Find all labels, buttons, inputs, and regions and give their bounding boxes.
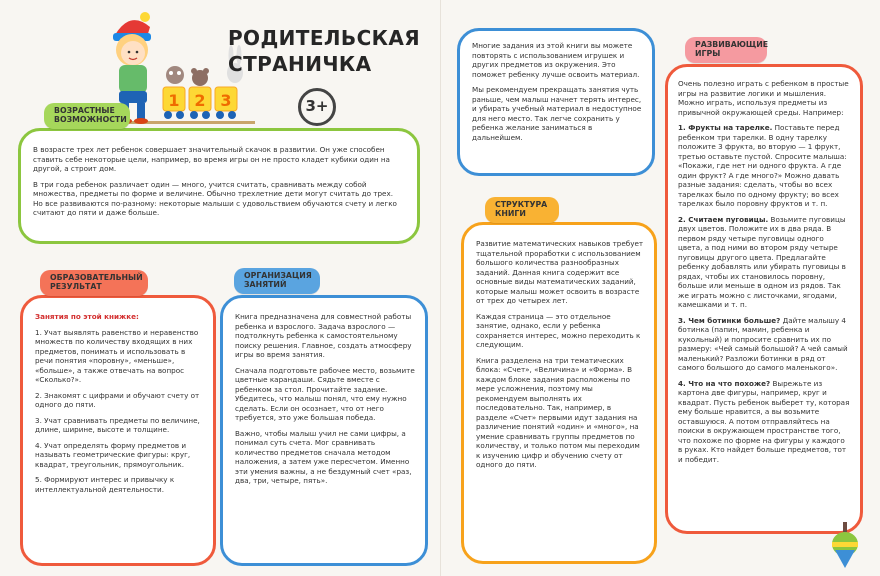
structure-tag: СТРУКТУРА КНИГИ: [485, 197, 559, 223]
game-2-title: 2. Считаем пуговицы.: [678, 214, 769, 224]
game-1: [678, 123, 850, 209]
right-page: [440, 0, 880, 576]
structure-p2: Каждая страница — это отдельное занятие, однако, если у ребенка сохраняется интерес, можно переходить к следующим.: [476, 311, 641, 349]
game-2-text: Возьмите пуговицы двух цветов. Положите их в два ряда. В первом ряду четыре пуговицы одного цвета, а под ними во втором ряду четыре пуговицы другого цвета. Предлагайте ребенку добавлять или убирать пуговицы в рядах, чтобы их становилось поровну, больше или меньше в одном из рядов. Так же играть можно с листочками, ягодами, камешками и т. п.: [678, 214, 846, 309]
recommendations-p2: Мы рекомендуем прекращать занятия чуть раньше, чем малыш начнет терять интерес, и убирать учебный материал в недоступное для него место. Так легче сохранить у ребенка желание заниматься в дальнейшем.: [472, 85, 642, 142]
organization-box: [220, 295, 428, 566]
game-2: [678, 215, 850, 310]
age-features-tag: ВОЗРАСТНЫЕ ВОЗМОЖНОСТИ: [44, 103, 130, 129]
spinning-top-illustration: [831, 522, 859, 570]
game-3-text: Дайте малышу 4 ботинка (папин, мамин, ребенка и кукольный) и попросите сравнить их по размеру: «Чей самый большой? А чей самый маленький? Разложи ботинки в ряд от самого большого до самого маленького».: [678, 315, 848, 372]
edu-result-box: [20, 295, 216, 566]
game-3-title: 3. Чем ботинки больше?: [678, 315, 781, 325]
recommendations-box: [457, 28, 655, 176]
edu-result-item-2: 2. Знакомят с цифрами и обучают счету от одного до пяти.: [35, 390, 200, 409]
age-features-p2: В три года ребенок различает один — много, учится считать, сравнивать между собой множества, предметы по форме и величине. Обычно трехлетние дети могут считать до трех. Но все развиваются по-разному: некоторые малыши с удовольствием обучаются счету и легко считают до пяти и даже больше.: [33, 179, 397, 217]
edu-result-item-4: 4. Учат определять форму предметов и называть геометрические фигуры: круг, квадрат, треугольник, прямоугольник.: [35, 440, 191, 469]
game-3: [678, 316, 850, 373]
structure-box: [461, 222, 657, 564]
game-1-text: Поставьте перед ребенком три тарелки. В одну тарелку положите 3 фрукта, во вторую — 1 фрукт, третью оставьте пустой. Спросите малыша: «Покажи, где нет ни одного фрукта. А где один фрукт? А где много?» Можно давать разные задания: сделать, чтобы во всех тарелках было по одному фрукту; во всех тарелках было поровну фруктов и т. п.: [678, 123, 847, 208]
age-features-box: [18, 128, 420, 244]
game-4: [678, 379, 850, 465]
page-title: [228, 25, 421, 78]
organization-p3: Важно, чтобы малыш учил не сами цифры, а понимал суть счета. Мог сравнивать количество предметов сначала методом наложения, а затем уже пересчетом. Именно эти умения важны, а не бездумный счет «раз, два, три, четыре, пять».: [235, 428, 412, 485]
age-features-p1: В возрасте трех лет ребенок совершает значительный скачок в развитии. Он уже способен ставить себе некоторые цели, например, во время игры он не просто кладет кубики один на другой, а строит дом.: [33, 145, 390, 173]
edu-result-heading: Занятия по этой книжке:: [35, 312, 139, 321]
organization-p1: Книга предназначена для совместной работы ребенка и взрослого. Задача взрослого — подтолкнуть ребенка к самостоятельному поиску решения. Главное, создать атмосферу игры во время занятия.: [235, 312, 412, 359]
train-number-3: 3: [220, 91, 232, 110]
title-line-1: РОДИТЕЛЬСКАЯ: [228, 26, 421, 50]
structure-p1: Развитие математических навыков требует тщательной проработки с использованием большого количества разнообразных заданий. Данная книга содержит все основные виды математических заданий, которые малыш может освоить в возрасте от трех до четырех лет.: [476, 239, 644, 305]
game-4-title: 4. Что на что похоже?: [678, 378, 771, 388]
edu-result-item-1: 1. Учат выявлять равенство и неравенство множеств по количеству входящих в них предметов, понимать и использовать в речи понятия «поровну», «меньше», «больше», а также отвечать на вопрос «Сколько?».: [35, 327, 199, 384]
games-box: [665, 64, 863, 534]
recommendations-p1: Многие задания из этой книги вы можете повторять с использованием игрушек и других предметов из окружения. Это поможет ребенку лучше освоить материал.: [472, 41, 640, 79]
games-tag: РАЗВИВАЮЩИЕ ИГРЫ: [685, 37, 767, 63]
train-number-2: 2: [194, 91, 206, 110]
games-intro: Очень полезно играть с ребенком в простые игры на развитие логики и мышления. Можно играть, используя предметы из привычной окружающей среды. Например:: [678, 79, 849, 117]
title-line-2: СТРАНИЧКА: [228, 52, 372, 77]
train-number-1: 1: [168, 91, 180, 110]
structure-p3: Книга разделена на три тематических блока: «Счет», «Величина» и «Форма». В каждом блоке задания расположены по мере усложнения, поэтому мы рекомендуем выполнять их последовательно. Так, например, в разделе «Счет» первыми идут задания на различение понятий «один» и «много», на умение сравнивать группы предметов по количеству, и только потом мы переходим к изучению цифр и обучению счету от одного до пяти.: [476, 355, 640, 469]
game-1-title: 1. Фрукты на тарелке.: [678, 123, 773, 132]
organization-p2: Сначала подготовьте рабочее место, возьмите цветные карандаши. Сядьте вместе с ребенком за стол. Прочитайте задание. Убедитесь, что малыш понял, что ему нужно сделать. Если он осознает, что от него требуется, это уже большая победа.: [235, 365, 415, 422]
edu-result-item-5: 5. Формируют интерес и привычку к интеллектуальной деятельности.: [35, 475, 175, 494]
edu-result-item-3: 3. Учат сравнивать предметы по величине, длине, ширине, высоте и толщине.: [35, 415, 200, 434]
age-badge: 3+: [298, 88, 336, 126]
edu-result-tag: ОБРАЗОВАТЕЛЬНЫЙ РЕЗУЛЬТАТ: [40, 270, 148, 296]
game-4-text: Вырежьте из картона две фигуры, например, круг и квадрат. Пусть ребенок выберет ту, которая ему больше нравится, а вы возьмите оставшуюся. А потом отправляйтесь на поиски в окружающем пространстве того, что похоже по форме на фигуры у каждого в руках. Кто найдет больше предметов, тот и победит.: [678, 378, 850, 464]
organization-tag: ОРГАНИЗАЦИЯ ЗАНЯТИЙ: [234, 268, 320, 294]
